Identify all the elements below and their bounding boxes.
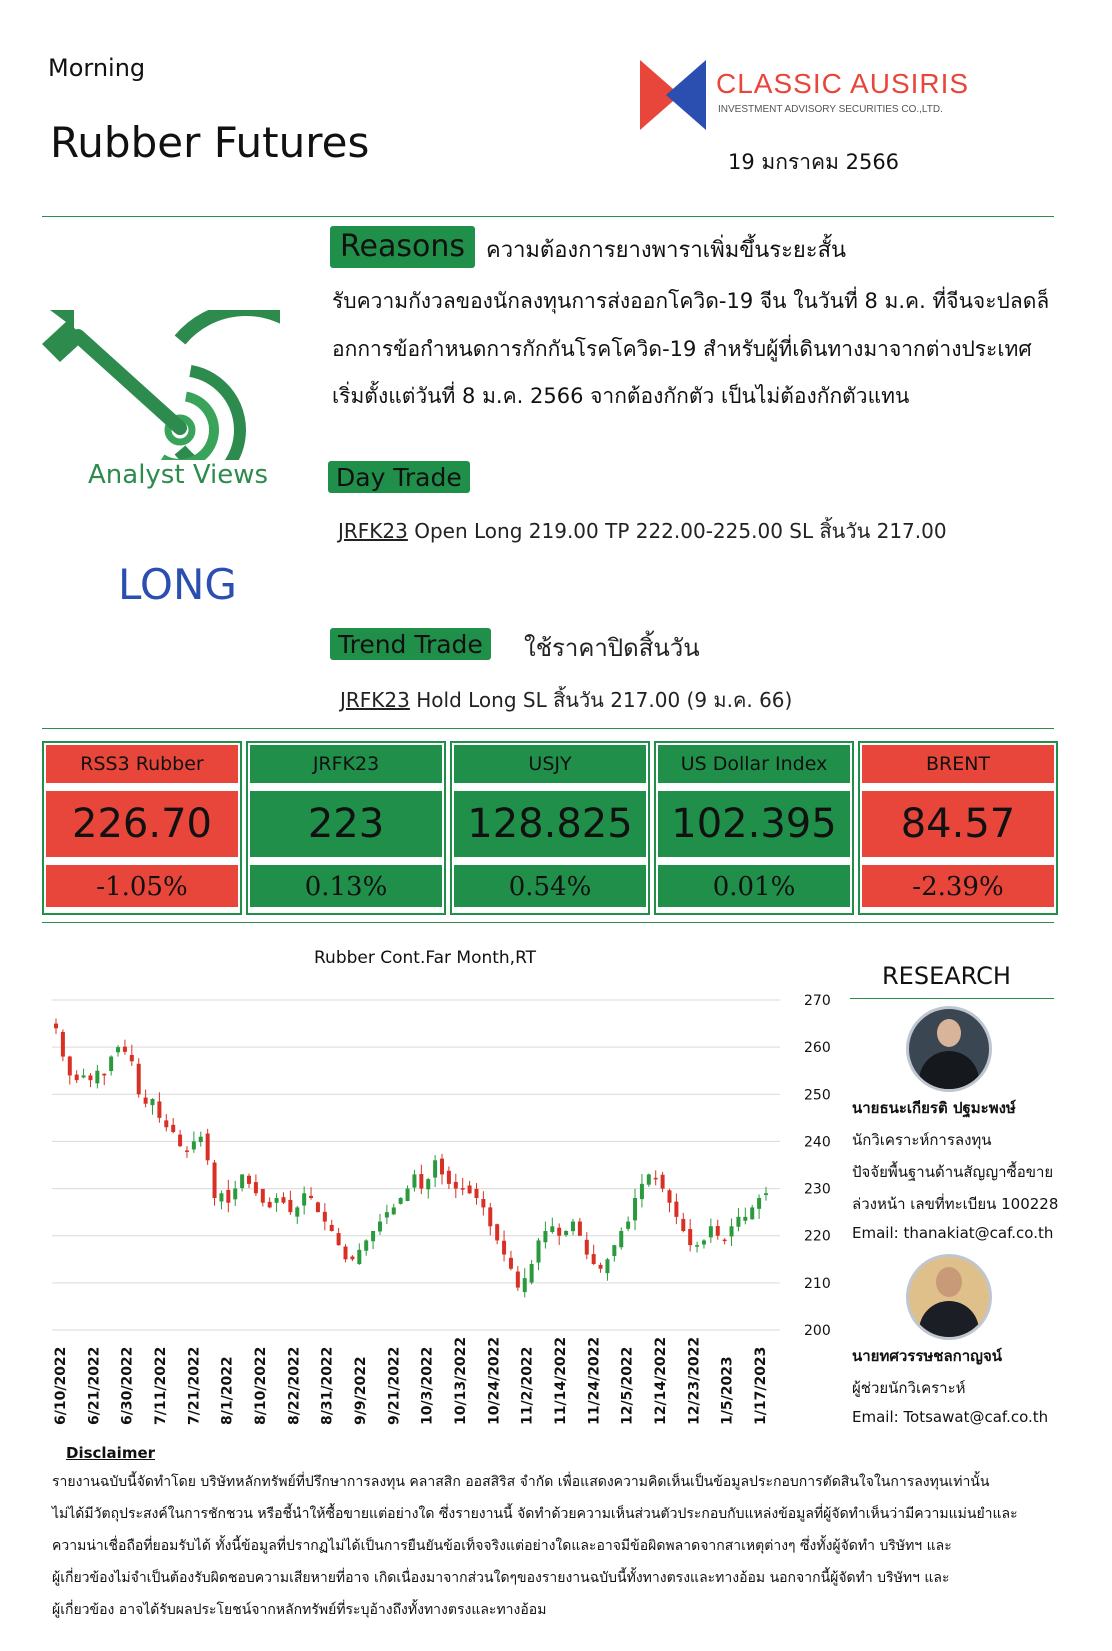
y-tick-label: 210 [804,1275,831,1292]
candle-body [75,1075,79,1081]
candle-body [592,1254,596,1264]
candle-body [564,1231,568,1235]
candle-body [757,1198,761,1209]
tile-value: 223 [250,791,442,857]
candle-body [392,1207,396,1214]
candle-body [537,1240,541,1262]
candle-body [419,1174,423,1189]
candle-body [350,1257,354,1260]
day-trade-symbol: JRFK23 [338,519,408,543]
report-date: 19 มกราคม 2566 [728,150,900,174]
candle-body [723,1240,727,1242]
page-title: Rubber Futures [50,118,370,167]
candle-body [130,1055,134,1061]
divider-top [42,216,1054,217]
candle-body [102,1074,106,1076]
candle-body [550,1226,554,1232]
x-tick-label: 11/14/2022 [553,1336,569,1425]
candle-body [137,1064,141,1094]
candle-body [681,1219,685,1231]
stance-long: LONG [118,560,237,609]
x-tick-label: 6/21/2022 [86,1346,103,1425]
tile-change: 0.13% [250,865,442,907]
y-tick-label: 250 [804,1087,831,1104]
y-tick-label: 220 [804,1228,831,1245]
candle-body [461,1188,465,1190]
x-tick-label: 1/17/2023 [753,1346,769,1425]
candle-body [406,1189,410,1201]
divider-chart [42,922,1054,923]
brand-subtitle: INVESTMENT ADVISORY SECURITIES CO.,LTD. [718,104,943,115]
candle-body [426,1179,430,1189]
trend-trade-note: ใช้ราคาปิดสิ้นวัน [524,634,700,662]
candle-body [730,1226,734,1236]
x-tick-label: 1/5/2023 [719,1356,736,1425]
candle-body [288,1200,292,1212]
y-tick-label: 230 [804,1181,831,1198]
candle-body [502,1241,506,1255]
x-tick-label: 8/31/2022 [319,1346,336,1425]
candle-body [275,1198,279,1203]
candle-body [357,1250,361,1264]
tile-label: JRFK23 [250,745,442,783]
candle-body [654,1178,658,1180]
x-tick-label: 8/22/2022 [286,1346,303,1425]
candle-body [736,1217,740,1227]
candle-body [240,1174,244,1188]
candle-body [199,1137,203,1142]
chart-title: Rubber Cont.Far Month,RT [314,948,537,968]
candle-body [578,1221,582,1235]
candle-body [378,1222,382,1232]
candle-body [309,1196,313,1198]
candle-body [667,1190,671,1202]
analyst-1-dept: ปัจจัยพื้นฐานด้านสัญญาซื้อขาย [852,1163,1054,1181]
candle-body [543,1231,547,1242]
tile-change: -2.39% [862,865,1054,907]
candle-body [626,1222,630,1229]
candle-body [316,1202,320,1212]
candle-body [337,1233,341,1245]
candle-body [68,1057,72,1076]
reasons-line-1: รับความกังวลของนักลงทุนการส่งออกโควิด-19 จีน ในวันที่ 8 ม.ค. ที่จีนจะปลดล็ [332,289,1050,313]
analyst-2-email: Email: Totsawat@caf.co.th [852,1408,1049,1426]
tile-change: 0.54% [454,865,646,907]
candle-body [633,1198,637,1220]
candle-body [192,1141,196,1149]
candle-body [571,1222,575,1232]
x-tick-label: 10/3/2022 [419,1346,436,1425]
x-tick-label: 11/24/2022 [586,1336,603,1425]
research-heading: RESEARCH [882,962,1011,990]
disclaimer-line-5: ผู้เกี่ยวข้อง อาจได้รับผลประโยชน์จากหลักทรัพย์ที่ระบุอ้างถึงทั้งทางตรงและทางอ้อม [52,1602,547,1618]
candle-body [612,1245,616,1256]
candle-body [247,1176,251,1184]
disclaimer-title: Disclaimer [66,1444,156,1462]
y-tick-label: 240 [804,1134,831,1151]
tile-brent [858,741,1058,915]
candle-body [619,1231,623,1247]
candle-body [433,1160,437,1177]
tile-label: USJY [454,745,646,783]
candle-body [330,1225,334,1231]
candle-body [109,1057,113,1071]
disclaimer-line-2: ไม่ได้มีวัตถุประสงค์ในการชักชวน หรือชี้นำให้ซื้อขายแต่อย่างใด ซึ่งรายงานนี้ จัดทำด้วยความเห็นส่วนตัวประกอบกับแหล่งข้อมูลที่ผู้จัดทำเห็นว่ามีความแม่นยำและ [52,1506,1018,1522]
candle-body [495,1224,499,1240]
candle-body [530,1264,534,1283]
candle-body [516,1272,520,1288]
candle-body [399,1198,403,1204]
candle-body [488,1207,492,1226]
x-tick-label: 9/9/2022 [353,1356,369,1425]
reasons-tag: Reasons [330,226,475,268]
candle-body [454,1182,458,1189]
candle-body [557,1228,561,1236]
candle-body [364,1240,368,1250]
x-tick-label: 10/24/2022 [486,1336,503,1425]
brand-logo-icon [640,60,706,130]
candle-body [344,1247,348,1260]
candle-body [509,1258,513,1269]
candle-body [123,1047,127,1052]
candle-body [523,1278,527,1292]
candle-body [605,1259,609,1273]
candle-body [447,1171,451,1184]
tile-label: RSS3 Rubber [46,745,238,783]
candle-body [647,1174,651,1184]
trend-trade-symbol: JRFK23 [340,688,410,712]
trend-trade-line [340,684,792,716]
target-arrow-icon [40,310,280,460]
candle-body [261,1189,265,1203]
morning-label: Morning [48,54,146,82]
tile-rss3 [42,741,242,915]
y-tick-label: 260 [804,1040,831,1057]
candle-body [371,1231,375,1241]
candle-body [599,1265,603,1269]
candle-body [468,1185,472,1193]
candle-body [171,1125,175,1132]
trend-trade-tag: Trend Trade [330,628,491,660]
candle-body [764,1193,768,1195]
candle-body [116,1047,120,1052]
candle-body [95,1071,99,1084]
candle-body [474,1189,478,1198]
disclaimer-line-4: ผู้เกี่ยวข้องไม่จำเป็นต้องรับผิดชอบความเสียหายที่อาจ เกิดเนื่องมาจากส่วนใดๆของรายงานฉบับนี้ทั้งทางตรงและทางอ้อม นอกจากนี้ผู้จัดทำ บริษัทฯ และ [52,1570,950,1586]
disclaimer-line-3: ความน่าเชื่อถือที่ยอมรับได้ ทั้งนี้ข้อมูลที่ปรากฏไม่ได้เป็นการยืนยันข้อเท็จจริงแต่อย่างใดและอาจมีข้อผิดพลาดจากสาเหตุต่างๆ ซึ่งทั้งผู้จัดทำ บริษัทฯ และ [52,1538,952,1554]
x-tick-label: 6/30/2022 [119,1346,136,1425]
candle-body [219,1193,223,1201]
y-tick-label: 200 [804,1323,831,1339]
candle-body [661,1175,665,1189]
candle-body [254,1182,258,1193]
tile-dollar-index [654,741,854,915]
day-trade-detail: Open Long 219.00 TP 222.00-225.00 SL สิ้นวัน 217.00 [407,519,947,543]
reasons-line-2: อกการข้อกำหนดการกักกันโรคโควิด-19 สำหรับผู้ที่เดินทางมาจากต่างประเทศ [332,337,1032,361]
tile-value: 128.825 [454,791,646,857]
candle-body [674,1202,678,1217]
candle-body [268,1202,272,1208]
x-tick-label: 12/5/2022 [619,1346,636,1425]
candle-body [61,1032,65,1057]
reasons-headline: ความต้องการยางพาราเพิ่มขึ้นระยะสั้น [486,238,847,263]
candle-body [295,1207,299,1216]
analyst-1-license: ล่วงหน้า เลขที่ทะเบียน 100228 [852,1195,1059,1213]
candle-body [716,1226,720,1236]
candle-body [185,1150,189,1152]
brand-name: CLASSIC AUSIRIS [716,68,970,99]
research-underline [850,998,1054,999]
candle-body [233,1189,237,1200]
analyst-1-email: Email: thanakiat@caf.co.th [852,1224,1054,1242]
candle-body [585,1240,589,1255]
candle-body [226,1190,230,1203]
tile-value: 102.395 [658,791,850,857]
candle-body [157,1101,161,1117]
avatar [906,1006,992,1092]
candle-body [750,1207,754,1219]
candle-body [702,1240,706,1244]
candle-body [164,1120,168,1127]
price-chart [40,980,840,1430]
candle-body [54,1024,58,1029]
candle-body [709,1226,713,1237]
candle-body [82,1075,86,1077]
candle-body [412,1174,416,1187]
avatar [906,1254,992,1340]
tile-jrfk23 [246,741,446,915]
x-tick-label: 9/21/2022 [386,1346,403,1425]
tile-label: US Dollar Index [658,745,850,783]
analyst-1-name: นายธนะเกียรติ ปฐมะพงษ์ [852,1099,1016,1117]
divider-mid [42,728,1054,729]
x-tick-label: 11/2/2022 [519,1346,536,1425]
candle-body [323,1212,327,1222]
candle-body [144,1098,148,1104]
analyst-2-title: ผู้ช่วยนักวิเคราะห์ [852,1379,966,1397]
candle-body [178,1135,182,1147]
candle-body [385,1212,389,1217]
disclaimer-line-1: รายงานฉบับนี้จัดทำโดย บริษัทหลักทรัพย์ที่ปรึกษาการลงทุน คลาสสิก ออสสิริส จำกัด เพื่อแสดงความคิดเห็นเป็นข้อมูลประกอบการตัดสินใจในการลงทุนเท่านั้น [52,1474,990,1490]
candle-body [302,1193,306,1205]
candle-body [481,1199,485,1207]
tile-value: 84.57 [862,791,1054,857]
x-tick-label: 8/10/2022 [253,1346,269,1425]
x-tick-label: 12/23/2022 [686,1336,703,1425]
day-trade-tag: Day Trade [328,461,470,493]
candle-body [688,1229,692,1245]
candle-body [695,1245,699,1247]
trend-trade-detail: Hold Long SL สิ้นวัน 217.00 (9 ม.ค. 66) [409,688,793,712]
tile-change: 0.01% [658,865,850,907]
x-tick-label: 7/21/2022 [186,1346,203,1425]
candle-body [213,1163,217,1198]
day-trade-line [338,515,947,547]
x-tick-label: 7/11/2022 [153,1346,169,1425]
tile-value: 226.70 [46,791,238,857]
x-tick-label: 10/13/2022 [453,1336,469,1425]
candle-body [743,1217,747,1221]
analyst-views-label: Analyst Views [88,460,269,490]
x-tick-label: 12/14/2022 [653,1336,669,1425]
analyst-2-name: นายทศวรรษชลกาญจน์ [852,1347,1002,1365]
x-tick-label: 8/1/2022 [219,1356,236,1425]
reasons-line-3: เริ่มตั้งแต่วันที่ 8 ม.ค. 2566 จากต้องกักตัว เป็นไม่ต้องกักตัวแทน [332,384,910,408]
candle-body [88,1075,92,1080]
candle-body [206,1134,210,1161]
tile-label: BRENT [862,745,1054,783]
tile-usjy [450,741,650,915]
analyst-1-title: นักวิเคราะห์การลงทุน [852,1131,992,1149]
x-tick-label: 6/10/2022 [53,1346,69,1425]
candle-body [640,1184,644,1199]
candle-body [281,1197,285,1203]
candle-body [151,1099,155,1105]
candle-body [440,1159,444,1175]
tile-change: -1.05% [46,865,238,907]
y-tick-label: 270 [804,993,831,1009]
